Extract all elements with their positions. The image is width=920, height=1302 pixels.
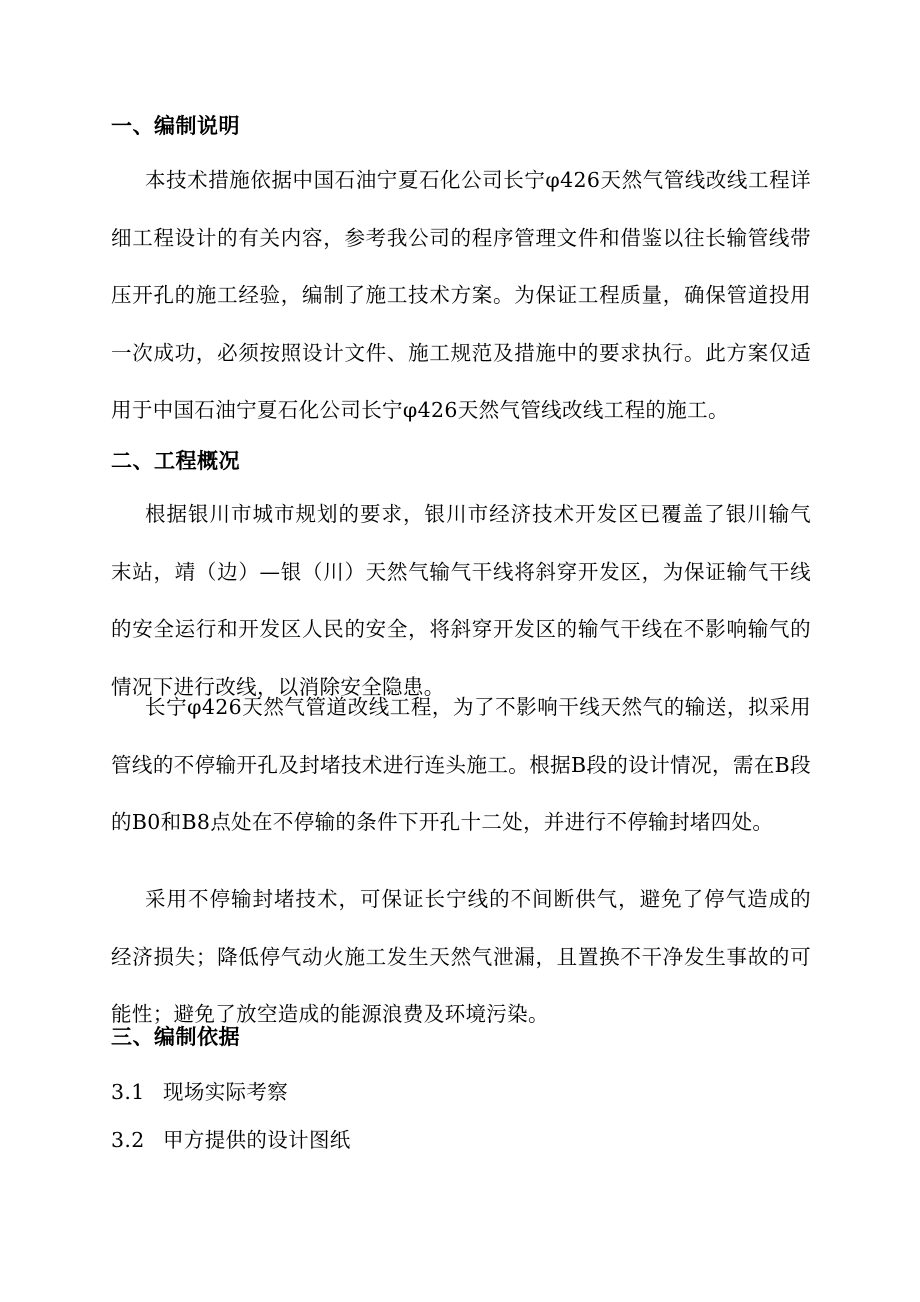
section-heading-1: 一、编制说明 [111, 114, 240, 138]
list-item-text: 甲方提供的设计图纸 [163, 1128, 351, 1152]
list-item-text: 现场实际考察 [163, 1080, 289, 1104]
section-2-paragraph-3: 采用不停输封堵技术，可保证长宁线的不间断供气，避免了停气造成的经济损失；降低停气动火施工发生天然气泄漏，且置换不干净发生事故的可能性；避免了放空造成的能源浪费及环境污染。 [111, 887, 811, 1026]
section-1-paragraph-1: 本技术措施依据中国石油宁夏石化公司长宁φ426天然气管线改线工程详细工程设计的有关内容，参考我公司的程序管理文件和借鉴以往长输管线带压开孔的施工经验，编制了施工技术方案。为保证工程质量，确保管道投用一次成功，必须按照设计文件、施工规范及措施中的要求执行。此方案仅适用于中国石油宁夏石化公司长宁φ426天然气管线改线工程的施工。 [111, 168, 811, 422]
list-item [111, 1077, 288, 1107]
section-heading-2: 二、工程概况 [111, 449, 240, 473]
section-2-paragraph-2: 长宁φ426天然气管道改线工程，为了不影响干线天然气的输送，拟采用管线的不停输开孔及封堵技术进行连头施工。根据B段的设计情况，需在B段的B0和B8点处在不停输的条件下开孔十二处，并进行不停输封堵四处。 [111, 695, 811, 834]
list-item [111, 1125, 351, 1155]
section-2-paragraph-1: 根据银川市城市规划的要求，银川市经济技术开发区已覆盖了银川输气末站，靖（边）—银（川）天然气输气干线将斜穿开发区，为保证输气干线的安全运行和开发区人民的安全，将斜穿开发区的输气干线在不影响输气的情况下进行改线，以消除安全隐患。 [111, 502, 811, 699]
list-item-number: 3.2 [111, 1128, 145, 1152]
section-heading-3: 三、编制依据 [111, 1025, 240, 1049]
list-item-number: 3.1 [111, 1080, 145, 1104]
